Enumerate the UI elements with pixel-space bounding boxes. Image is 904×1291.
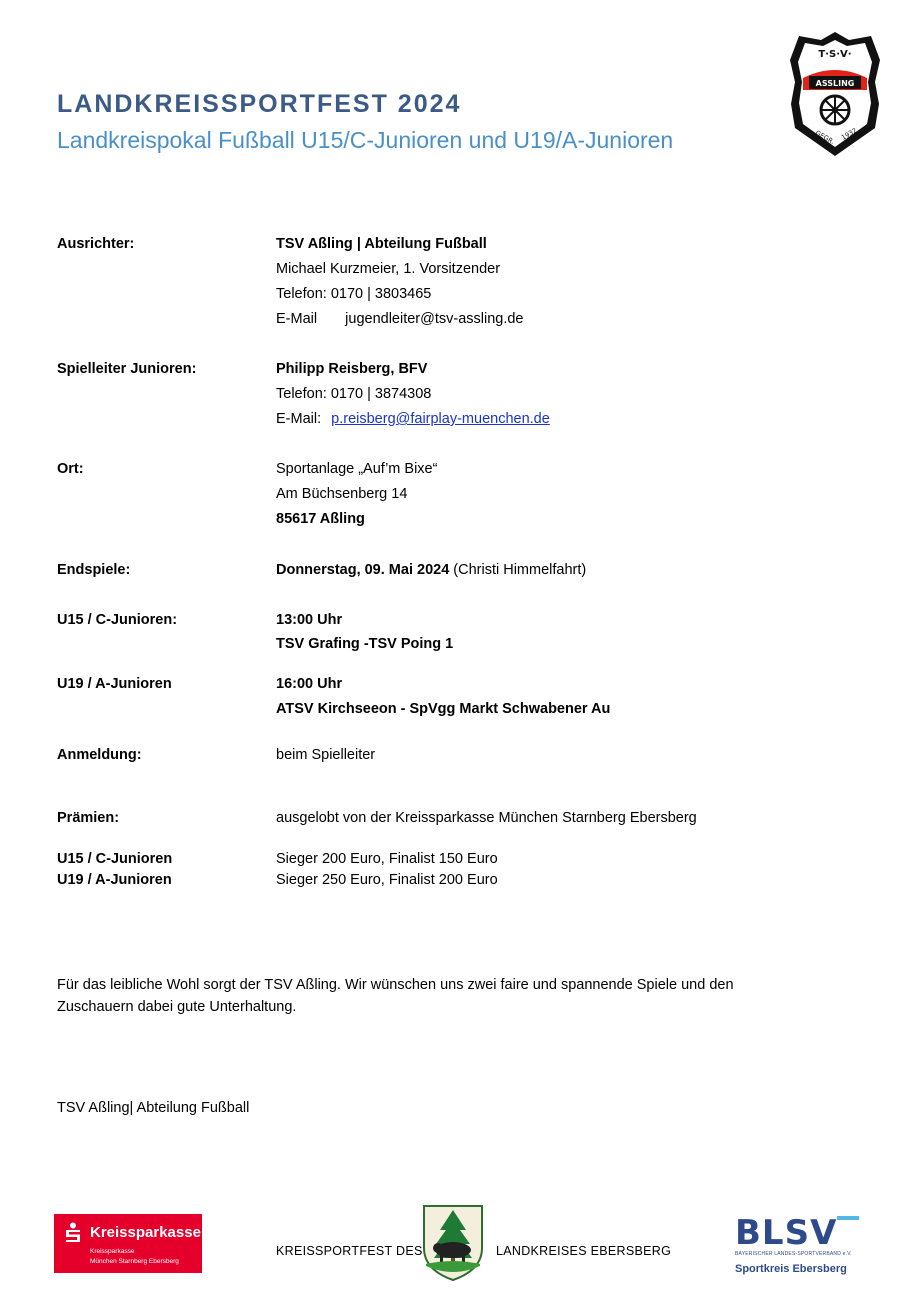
club-logo-name: ASSLING: [815, 79, 855, 88]
praemien-row-u15-value: Sieger 200 Euro, Finalist 150 Euro: [276, 851, 498, 867]
club-logo-founded-year: 1932: [840, 126, 859, 142]
closing-paragraph: Für das leibliche Wohl sorgt der TSV Aßling. Wir wünschen uns zwei faire und spannende Spiele und den Zuschauern dabei gute Unterhaltung.: [57, 977, 734, 1015]
kreissparkasse-logo: [54, 1214, 202, 1273]
spielleiter-label: Spielleiter Junioren:: [57, 361, 197, 377]
endspiele-date: Donnerstag, 09. Mai 2024: [276, 562, 450, 578]
ort-city: 85617 Aßling: [276, 511, 365, 527]
blsv-wordmark: [733, 1212, 863, 1248]
praemien-row-u19-label: U19 / A-Junioren: [57, 872, 172, 888]
blsv-logo: [733, 1212, 863, 1282]
spielleiter-phone: Telefon: 0170 | 3874308: [276, 386, 432, 402]
ksk-name: Kreissparkasse: [90, 1224, 201, 1241]
praemien-row-u19-value: Sieger 250 Euro, Finalist 200 Euro: [276, 872, 498, 888]
praemien-row-u15-label: U15 / C-Junioren: [57, 851, 173, 867]
club-logo-text: T·S·V·: [818, 49, 852, 60]
u19-match: ATSV Kirchseeon - SpVgg Markt Schwabener Au: [276, 701, 611, 717]
praemien-label: Prämien:: [57, 810, 120, 826]
spielleiter-email-label: E-Mail:: [276, 411, 322, 427]
ausrichter-email-label: E-Mail: [276, 311, 318, 327]
endspiele-label: Endspiele:: [57, 562, 131, 578]
ort-street: Am Büchsenberg 14: [276, 486, 408, 502]
blsv-logo-text: BLSV: [735, 1213, 838, 1248]
tsv-assling-logo: [787, 30, 883, 158]
ort-venue: Sportanlage „Auf’m Bixe“: [276, 461, 438, 477]
blsv-sportkreis: Sportkreis Ebersberg: [735, 1263, 847, 1275]
ausrichter-club: TSV Aßling | Abteilung Fußball: [276, 236, 487, 252]
praemien-value: ausgelobt von der Kreissparkasse München Starnberg Ebersberg: [276, 810, 697, 826]
u19-label: U19 / A-Junioren: [57, 676, 172, 692]
u15-label: U15 / C-Junioren:: [57, 612, 178, 628]
u15-time: 13:00 Uhr: [276, 612, 343, 628]
page-subtitle: Landkreispokal Fußball U15/C-Junioren und U19/A-Junioren: [57, 127, 674, 153]
ausrichter-phone: Telefon: 0170 | 3803465: [276, 286, 432, 302]
ausrichter-label: Ausrichter:: [57, 236, 135, 252]
anmeldung-label: Anmeldung:: [57, 747, 142, 763]
page-title: LANDKREISSPORTFEST 2024: [57, 90, 462, 118]
spielleiter-email-row: [276, 410, 550, 428]
ksk-sub2: München Starnberg Ebersberg: [90, 1258, 179, 1265]
ausrichter-email[interactable]: jugendleiter@tsv-assling.de: [345, 311, 524, 327]
ausrichter-contact: Michael Kurzmeier, 1. Vorsitzender: [276, 261, 501, 277]
anmeldung-value: beim Spielleiter: [276, 747, 376, 763]
spielleiter-email-link[interactable]: p.reisberg@fairplay-muenchen.de: [331, 411, 550, 427]
club-logo-founded-prefix: GEGR.: [814, 128, 836, 147]
endspiele-note: (Christi Himmelfahrt): [449, 562, 587, 578]
u15-match: TSV Grafing -TSV Poing 1: [276, 636, 454, 652]
signature: TSV Aßling| Abteilung Fußball: [57, 1100, 250, 1116]
endspiele-row: [276, 561, 586, 579]
ausrichter-email-row: [276, 310, 524, 328]
landkreis-ebersberg-crest-icon: [422, 1204, 484, 1282]
kreissportfest-right: LANDKREISES EBERSBERG: [496, 1244, 672, 1258]
u19-time: 16:00 Uhr: [276, 676, 343, 692]
ort-label: Ort:: [57, 461, 84, 477]
ksk-sub1: Kreissparkasse: [90, 1248, 135, 1255]
blsv-sub: BAYERISCHER LANDES-SPORTVERBAND e.V.: [735, 1251, 852, 1257]
sparkasse-s-icon: [64, 1222, 82, 1244]
kreissportfest-left: KREISSPORTFEST DES: [276, 1244, 423, 1258]
spielleiter-name: Philipp Reisberg, BFV: [276, 361, 428, 377]
